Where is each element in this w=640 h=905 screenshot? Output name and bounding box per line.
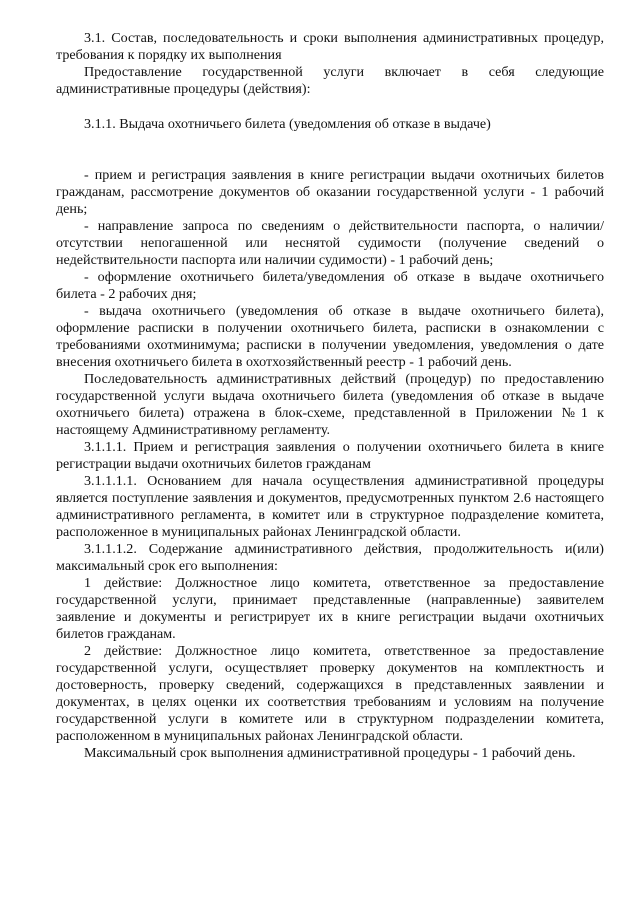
intro-paragraph: Предоставление государственной услуги включает в себя следующие административные процедуры (действия):: [56, 64, 604, 97]
action-2-paragraph: 2 действие: Должностное лицо комитета, ответственное за предоставление государственной услуги, осуществляет проверку документов на комплектность и достоверность, проверку сведений, содержащихся в представленных заявлении и документах, в целях оценки их соответствия требованиям и условиям на получение государственной услуги в комитете или в структурном подразделении комитета, расположенном в муниципальных районах Ленинградской области.: [56, 643, 604, 744]
procedure-step-1: - прием и регистрация заявления в книге регистрации выдачи охотничьих билетов гражданам, рассмотрение документов об оказании государственной услуги - 1 рабочий день;: [56, 167, 604, 217]
section-3-1-1-1-1-paragraph: 3.1.1.1.1. Основанием для начала осуществления административной процедуры является поступление заявления и документов, предусмотренных пунктом 2.6 настоящего административного регламента, в комитет или в структурное подразделение комитета, расположенное в муниципальных районах Ленинградской области.: [56, 473, 604, 540]
sequence-note-paragraph: Последовательность административных действий (процедур) по предоставлению государственной услуги выдача охотничьего билета (уведомления об отказе в выдаче охотничьего билета) отражена в блок-схеме, представленной в Приложении №1 к настоящему Административному регламенту.: [56, 371, 604, 438]
document-page: [56, 30, 604, 762]
procedure-step-4: - выдача охотничьего (уведомления об отказе в выдаче охотничьего билета), оформление расписки в получении охотничьего билета, расписки в ознакомлении с требованиями охотминимума; расписки в получении уведомления, уведомления о дате внесения охотничьего билета в охотхозяйственный реестр - 1 рабочий день.: [56, 303, 604, 370]
procedure-step-3: - оформление охотничьего билета/уведомления об отказе в выдаче охотничьего билета - 2 рабочих дня;: [56, 269, 604, 302]
procedure-step-2: - направление запроса по сведениям о действительности паспорта, о наличии/отсутствии непогашенной или неснятой судимости (получение сведений о недействительности паспорта или наличии судимости) - 1 рабочий день;: [56, 218, 604, 268]
max-term-paragraph: Максимальный срок выполнения административной процедуры - 1 рабочий день.: [84, 745, 576, 761]
section-3-1-1-title: 3.1.1. Выдача охотничьего билета (уведомления об отказе в выдаче): [84, 116, 491, 132]
section-3-1-1-1-title: 3.1.1.1. Прием и регистрация заявления о получении охотничьего билета в книге регистрации выдачи охотничьих билетов гражданам: [56, 439, 604, 472]
section-3-1-title: 3.1. Состав, последовательность и сроки выполнения административных процедур, требования к порядку их выполнения: [56, 30, 604, 63]
section-3-1-1-1-2-paragraph: 3.1.1.1.2. Содержание административного действия, продолжительность и(или) максимальный срок его выполнения:: [56, 541, 604, 574]
action-1-paragraph: 1 действие: Должностное лицо комитета, ответственное за предоставление государственной услуги, принимает представленные (направленные) заявителем заявление и документы и регистрирует их в книге регистрации выдачи охотничьих билетов гражданам.: [56, 575, 604, 642]
